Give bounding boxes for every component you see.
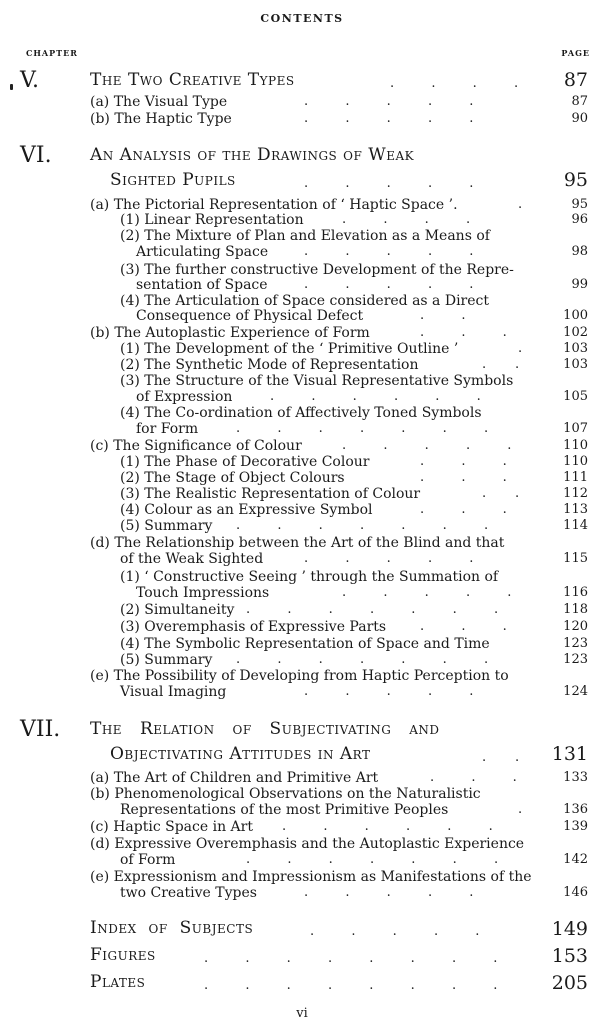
dot-leader: . . . . . . . bbox=[236, 518, 489, 533]
dot-leader: . . . . . bbox=[304, 551, 474, 566]
entry-label: (5) Summary bbox=[120, 518, 213, 534]
dot-leader: . . . bbox=[420, 619, 507, 634]
page-number: 110 bbox=[563, 438, 588, 453]
entry-label: Touch Impressions bbox=[136, 585, 270, 601]
dot-leader: . . . . . bbox=[304, 885, 474, 900]
entry-label: (5) Summary bbox=[120, 652, 213, 668]
entry-label: (2) The Synthetic Mode of Representation bbox=[120, 357, 419, 373]
entry-label: (e) Expressionism and Impressionism as Manifestations of the bbox=[90, 869, 532, 885]
chapter-numeral: VII. bbox=[20, 717, 61, 742]
page-title: CONTENTS bbox=[260, 12, 344, 25]
entry-label: (1) The Phase of Decorative Colour bbox=[120, 454, 370, 470]
page-number: 107 bbox=[563, 421, 588, 436]
page-number: 96 bbox=[571, 212, 588, 227]
page-number: 115 bbox=[563, 551, 588, 566]
dot-leader: . . . . . bbox=[304, 111, 474, 126]
entry-label: two Creative Types bbox=[120, 885, 257, 901]
entry-label: (2) The Mixture of Plan and Elevation as a Means of bbox=[120, 228, 490, 244]
page-number: 95 bbox=[571, 197, 588, 212]
chapter-title: An Analysis of the Drawings of Weak bbox=[90, 145, 415, 165]
page-number: 139 bbox=[563, 819, 588, 834]
page-number: 120 bbox=[563, 619, 588, 634]
page-folio: vi bbox=[296, 1006, 308, 1021]
page-number: 123 bbox=[563, 652, 588, 667]
page-number: 113 bbox=[563, 502, 588, 517]
dot-leader: . . bbox=[482, 750, 520, 765]
chapter-title: Sighted Pupils bbox=[110, 170, 236, 190]
page-number: 116 bbox=[563, 585, 588, 600]
page-number: 111 bbox=[563, 470, 588, 485]
dot-leader: . . bbox=[482, 357, 520, 372]
entry-label: (c) The Significance of Colour bbox=[90, 438, 302, 454]
entry-label: (3) Overemphasis of Expressive Parts bbox=[120, 619, 387, 635]
dot-leader: . . . bbox=[420, 454, 507, 469]
dot-leader: . . . . . bbox=[304, 176, 474, 191]
dot-leader: . . . . . bbox=[304, 277, 474, 292]
dot-leader: . . . bbox=[420, 325, 507, 340]
dot-leader: . . . bbox=[430, 770, 517, 785]
page-column-label: PAGE bbox=[561, 48, 590, 58]
entry-label: (1) The Development of the ‘ Primitive Outline ’ bbox=[120, 341, 459, 357]
entry-label: (1) ‘ Constructive Seeing ’ through the Summation of bbox=[120, 569, 499, 585]
dot-leader: . . . . . bbox=[304, 94, 474, 109]
entry-label: (4) The Symbolic Representation of Space and Time bbox=[120, 636, 490, 652]
entry-label: for Form bbox=[136, 421, 199, 437]
entry-label: of the Weak Sighted bbox=[120, 551, 264, 567]
chapter-numeral: V. bbox=[20, 68, 40, 93]
dot-leader: . . . . . . bbox=[282, 819, 493, 834]
dot-leader: . . . . . bbox=[304, 684, 474, 699]
entry-label: Articulating Space bbox=[136, 244, 269, 260]
dot-leader: . . . bbox=[420, 502, 507, 517]
entry-label: (a) The Pictorial Representation of ‘ Haptic Space ’. bbox=[90, 197, 458, 213]
page-number: 87 bbox=[563, 69, 588, 91]
page-number: 99 bbox=[571, 277, 588, 292]
page-number: 103 bbox=[563, 357, 588, 372]
dot-leader: . . . . . bbox=[342, 438, 512, 453]
back-matter-title: Figures bbox=[90, 945, 156, 965]
entry-label: (a) The Visual Type bbox=[90, 94, 228, 110]
dot-leader: . . . . . . . bbox=[246, 852, 499, 867]
chapter-title: The Two Creative Types bbox=[90, 70, 295, 90]
page-number: 110 bbox=[563, 454, 588, 469]
page-number: 100 bbox=[563, 308, 588, 323]
entry-label: (b) The Autoplastic Experience of Form bbox=[90, 325, 370, 341]
page-number: 105 bbox=[563, 389, 588, 404]
entry-label: (2) Simultaneity bbox=[120, 602, 235, 618]
dot-leader: . . . . bbox=[342, 212, 471, 227]
entry-label: (d) Expressive Overemphasis and the Autoplastic Experience bbox=[90, 836, 525, 852]
dot-leader: . . bbox=[482, 486, 520, 501]
page-number: 131 bbox=[551, 743, 588, 765]
dot-leader: . . bbox=[420, 308, 466, 323]
entry-label: (3) The Realistic Representation of Colour bbox=[120, 486, 421, 502]
dot-leader: . . . . bbox=[390, 76, 519, 91]
back-matter-title: Index of Subjects bbox=[90, 918, 254, 938]
entry-label: (3) The further constructive Development of the Repre- bbox=[120, 262, 514, 278]
dot-leader: . . . . . . bbox=[270, 389, 481, 404]
page-number: 124 bbox=[563, 684, 588, 699]
dot-leader: . bbox=[518, 197, 523, 212]
entry-label: Consequence of Physical Defect bbox=[136, 308, 364, 324]
dot-leader: . . . . . . . bbox=[246, 602, 499, 617]
chapter-column-label: CHAPTER bbox=[26, 48, 78, 58]
dot-leader: . . . . . . . . bbox=[204, 978, 498, 993]
page-number: 146 bbox=[563, 885, 588, 900]
entry-label: of Expression bbox=[136, 389, 233, 405]
entry-label: of Form bbox=[120, 852, 176, 868]
entry-label: (b) The Haptic Type bbox=[90, 111, 232, 127]
entry-label: (2) The Stage of Object Colours bbox=[120, 470, 345, 486]
page-number: 118 bbox=[563, 602, 588, 617]
dot-leader: . . . . . . . bbox=[236, 421, 489, 436]
entry-label: (a) The Art of Children and Primitive Art bbox=[90, 770, 379, 786]
entry-label: (c) Haptic Space in Art bbox=[90, 819, 253, 835]
entry-label: Representations of the most Primitive Peoples bbox=[120, 802, 449, 818]
page-number: 136 bbox=[563, 802, 588, 817]
page-number: 90 bbox=[571, 111, 588, 126]
page-number: 98 bbox=[571, 244, 588, 259]
dot-leader: . . . . . . . bbox=[236, 652, 489, 667]
page-number: 114 bbox=[563, 518, 588, 533]
dot-leader: . . . bbox=[420, 470, 507, 485]
page-number: 133 bbox=[563, 770, 588, 785]
chapter-numeral: VI. bbox=[20, 143, 52, 168]
page-number: 103 bbox=[563, 341, 588, 356]
dot-leader: . bbox=[518, 802, 523, 817]
ink-mark bbox=[10, 84, 13, 90]
dot-leader: . . . . . bbox=[304, 244, 474, 259]
entry-label: (4) The Co-ordination of Affectively Toned Symbols bbox=[120, 405, 482, 421]
dot-leader: . . . . . bbox=[342, 585, 512, 600]
page-number: 153 bbox=[551, 945, 588, 967]
entry-label: (1) Linear Representation bbox=[120, 212, 304, 228]
page-number: 205 bbox=[551, 972, 588, 994]
page-number: 87 bbox=[571, 94, 588, 109]
chapter-title: The Relation of Subjectivating and bbox=[90, 719, 440, 739]
entry-label: (4) The Articulation of Space considered as a Direct bbox=[120, 293, 490, 309]
entry-label: Visual Imaging bbox=[120, 684, 227, 700]
page-number: 95 bbox=[563, 169, 588, 191]
dot-leader: . bbox=[518, 341, 523, 356]
chapter-title: Objectivating Attitudes in Art bbox=[110, 744, 371, 764]
entry-label: (3) The Structure of the Visual Representative Symbols bbox=[120, 373, 514, 389]
page-number: 123 bbox=[563, 636, 588, 651]
dot-leader: . . . . . bbox=[310, 924, 480, 939]
dot-leader: . . . . . . . . bbox=[204, 951, 498, 966]
page-number: 149 bbox=[551, 918, 588, 940]
entry-label: sentation of Space bbox=[136, 277, 268, 293]
entry-label: (d) The Relationship between the Art of the Blind and that bbox=[90, 535, 505, 551]
page-number: 142 bbox=[563, 852, 588, 867]
entry-label: (4) Colour as an Expressive Symbol bbox=[120, 502, 373, 518]
page-number: 112 bbox=[563, 486, 588, 501]
back-matter-title: Plates bbox=[90, 972, 146, 992]
entry-label: (e) The Possibility of Developing from Haptic Perception to bbox=[90, 668, 509, 684]
page-number: 102 bbox=[563, 325, 588, 340]
entry-label: (b) Phenomenological Observations on the Naturalistic bbox=[90, 786, 481, 802]
